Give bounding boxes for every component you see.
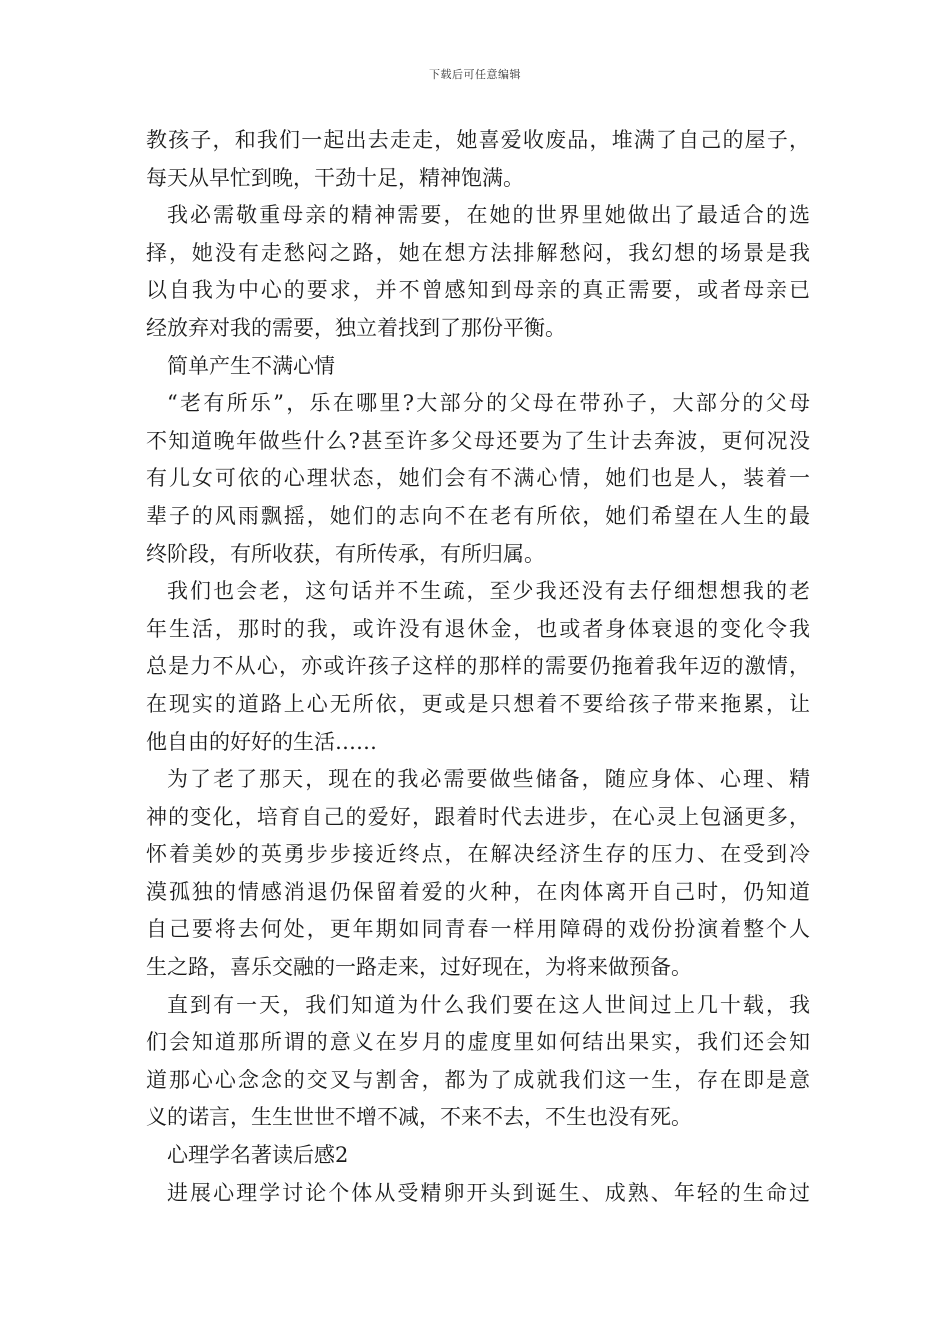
text-line: 漠孤独的情感消退仍保留着爱的火种，在肉体离开自己时，仍知道: [146, 879, 810, 904]
text-line: 自己要将去何处，更年期如同青春一样用障碍的戏份扮演着整个人: [146, 917, 810, 942]
text-line: 总是力不从心，亦或许孩子这样的那样的需要仍拖着我年迈的激情，: [146, 654, 810, 679]
text-line: 教孩子，和我们一起出去走走，她喜爱收废品，堆满了自己的屋子，: [146, 128, 810, 152]
document-body: [146, 122, 810, 1212]
text-line: 辈子的风雨飘摇，她们的志向不在老有所依，她们希望在人生的最: [146, 503, 810, 528]
text-line: 为了老了那天，现在的我必需要做些储备，随应身体、心理、精: [167, 767, 810, 792]
text-line: 在现实的道路上心无所依，更或是只想着不要给孩子带来拖累，让: [146, 691, 810, 716]
text-line: 我们也会老，这句话并不生疏，至少我还没有去仔细想想我的老: [167, 579, 810, 604]
text-line: 有儿女可依的心理状态，她们会有不满心情，她们也是人，装着一: [146, 466, 810, 491]
text-line: 进展心理学讨论个体从受精卵开头到诞生、成熟、年轻的生命过: [167, 1180, 810, 1205]
text-line: 我必需敬重母亲的精神需要，在她的世界里她做出了最适合的选: [167, 203, 810, 228]
text-line: 们会知道那所谓的意义在岁月的虚度里如何结出果实，我们还会知: [146, 1030, 810, 1055]
text-line: 每天从早忙到晚，干劲十足，精神饱满。: [146, 165, 524, 190]
text-line: “老有所乐”，乐在哪里?大部分的父母在带孙子，大部分的父母: [167, 391, 810, 416]
text-line: 年生活，那时的我，或许没有退休金，也或者身体衰退的变化令我: [146, 616, 810, 641]
text-line: 义的诺言，生生世世不增不减，不来不去，不生也没有死。: [146, 1105, 692, 1130]
text-line: 道那心心念念的交叉与割舍，都为了成就我们这一生，存在即是意: [146, 1067, 810, 1092]
text-line: 终阶段，有所收获，有所传承，有所归属。: [146, 541, 545, 566]
text-line: 简单产生不满心情: [167, 353, 335, 378]
page-header: 下载后可任意编辑: [429, 68, 521, 81]
text-line: 以自我为中心的要求，并不曾感知到母亲的真正需要，或者母亲已: [146, 278, 810, 303]
text-line: 不知道晚年做些什么?甚至许多父母还要为了生计去奔波，更何况没: [146, 428, 810, 453]
text-line: 怀着美妙的英勇步步接近终点，在解决经济生存的压力、在受到冷: [146, 842, 810, 867]
text-line: 经放弃对我的需要，独立着找到了那份平衡。: [146, 315, 566, 340]
text-line: 他自由的好好的生活……: [146, 729, 377, 754]
text-line: 直到有一天，我们知道为什么我们要在这人世间过上几十载，我: [167, 992, 810, 1017]
text-line: 生之路，喜乐交融的一路走来，过好现在，为将来做预备。: [146, 955, 692, 980]
text-line: 心理学名著读后感2: [167, 1143, 349, 1168]
text-line: 择，她没有走愁闷之路，她在想方法排解愁闷，我幻想的场景是我: [146, 240, 810, 265]
text-line: 神的变化，培育自己的爱好，跟着时代去进步，在心灵上包涵更多，: [146, 804, 810, 829]
